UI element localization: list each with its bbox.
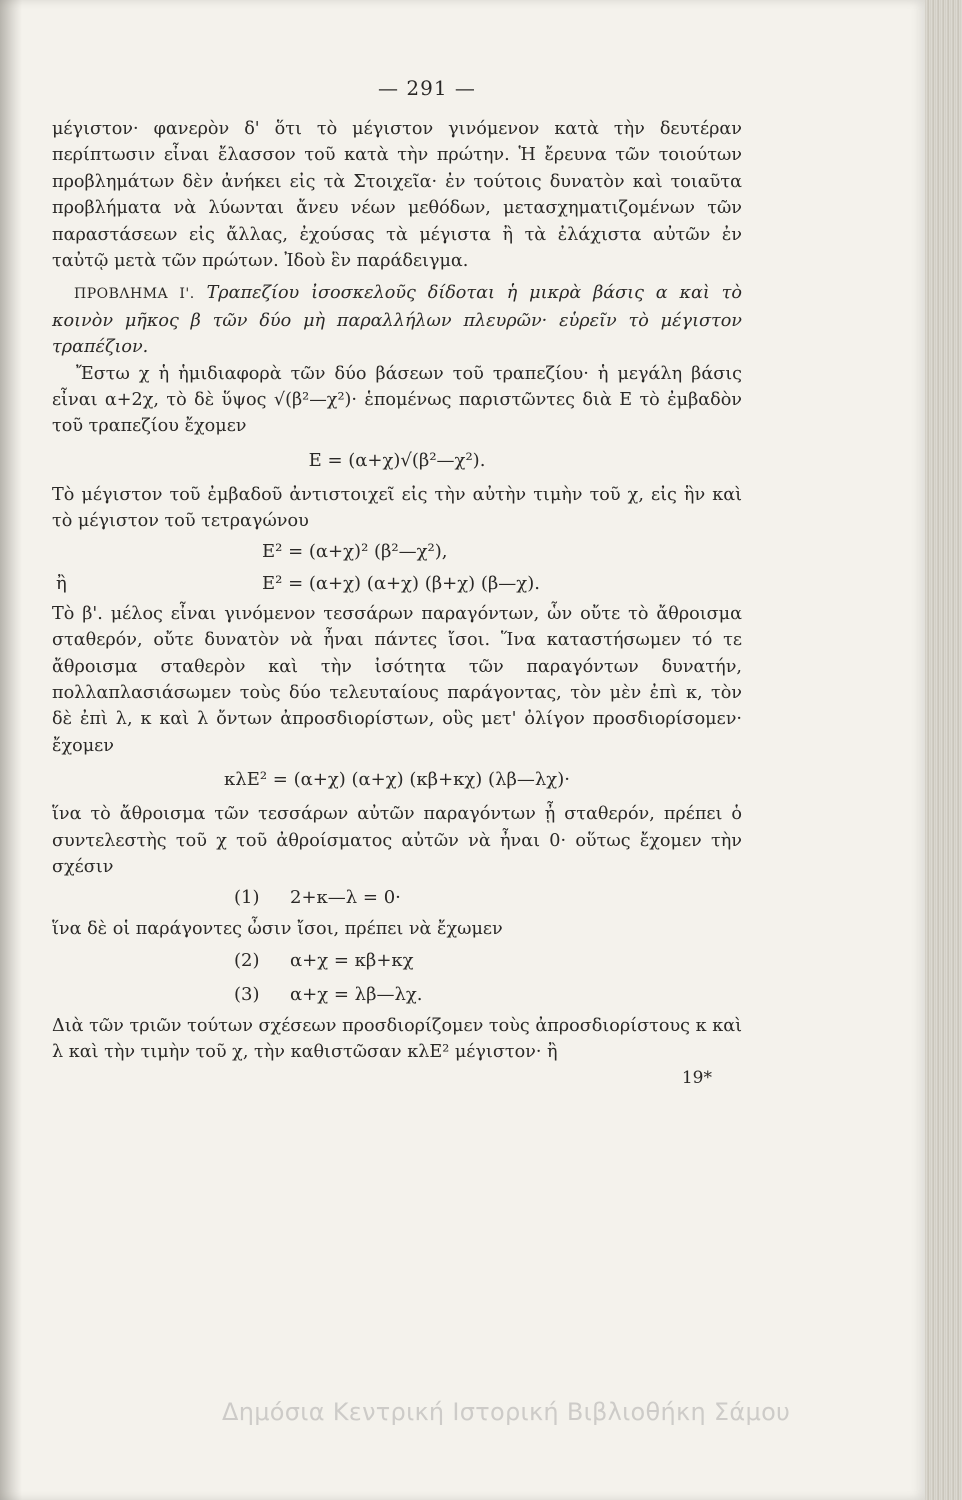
binding-shadow — [0, 0, 22, 1500]
paragraph-sum-condition: ἵνα τὸ ἄθροισμα τῶν τεσσάρων αὐτῶν παραγόντων ᾖ σταθερόν, πρέπει ὁ συντελεστὴς τοῦ χ τοῦ ἀθροίσματος αὐτῶν νὰ ἦναι 0· οὕτως ἔχομεν τὴν σχέσιν — [52, 804, 742, 877]
paragraph-equal-factors: ἵνα δὲ οἱ παράγοντες ὦσιν ἴσοι, πρέπει νὰ ἔχωμεν — [52, 919, 503, 940]
paragraph-conclusion: Διὰ τῶν τριῶν τούτων σχέσεων προσδιορίζομεν τοὺς ἀπροσδιορίστους κ καὶ λ καὶ τὴν τιμὴν τοῦ χ, τὴν καθιστῶσαν κλΕ² μέγιστον· ἢ — [52, 1015, 742, 1063]
page-text-area — [52, 76, 742, 1088]
equation-2-number: (2) — [234, 949, 260, 971]
equation-factored — [52, 569, 742, 599]
equation-3-body: α+χ = λβ—λχ. — [290, 983, 423, 1005]
equation-1 — [234, 882, 742, 914]
problem-label: ΠΡΟΒΛΗΜΑ Ι'. — [74, 286, 195, 303]
equation-square — [52, 537, 742, 567]
paragraph-setup: Ἔστω χ ἡ ἡμιδιαφορὰ τῶν δύο βάσεων τοῦ τραπεζίου· ἡ μεγάλη βάσις εἶναι α+2χ, τὸ δὲ ὕψος √(β²—χ²)· ἑπομένως παριστῶντες διὰ Ε τὸ ἐμβαδὸν τοῦ τραπεζίου ἔχομεν — [52, 363, 742, 437]
page-stack-edge — [925, 0, 962, 1500]
library-watermark: Δημόσια Κεντρική Ιστορική Βιβλιοθήκη Σάμου — [222, 1398, 791, 1426]
equation-1-number: (1) — [234, 887, 260, 909]
paragraph-factors: Τὸ β'. μέλος εἶναι γινόμενον τεσσάρων παραγόντων, ὧν οὔτε τὸ ἄθροισμα σταθερόν, οὔτε δυνατὸν νὰ ἦναι πάντες ἴσοι. Ἵνα καταστήσωμεν τό τε ἄθροισμα σταθερὸν καὶ τὴν ἰσότητα τῶν παραγόντων δυνατήν, πολλαπλασιάσωμεν τοὺς δύο τελευταίους παράγοντας, τὸν μὲν ἐπὶ κ, τὸν δὲ ἐπὶ λ, κ καὶ λ ὄντων ἀπροσδιορίστων, οὓς μετ' ὀλίγον προσδιορίσομεν· ἔχομεν — [52, 603, 742, 756]
equation-2-body: α+χ = κβ+κχ — [290, 949, 414, 971]
equation-factored-lead: ἢ — [56, 572, 67, 594]
equation-multiplied: κλΕ² = (α+χ) (α+χ) (κβ+κχ) (λβ—λχ)· — [224, 769, 570, 791]
equation-2 — [234, 945, 742, 977]
equation-area: Ε = (α+χ)√(β²—χ²). — [308, 449, 486, 471]
equation-3-number: (3) — [234, 983, 260, 1005]
problem-statement — [52, 280, 742, 360]
equation-factored-body: Ε² = (α+χ) (α+χ) (β+χ) (β—χ). — [262, 572, 540, 594]
equation-3 — [234, 979, 742, 1011]
paragraph-intro: μέγιστον· φανερὸν δ' ὅτι τὸ μέγιστον γινόμενον κατὰ τὴν δευτέραν περίπτωσιν εἶναι ἔλασσον τοῦ κατὰ τὴν πρώτην. Ἡ ἔρευνα τῶν τοιούτων προβλημάτων δὲν ἀνήκει εἰς τὰ Στοιχεῖα· ἐν τούτοις δυνατὸν καὶ τοιαῦτα προβλήματα νὰ λύωνται ἄνευ νέων μεθόδων, μετασχηματιζομένων τῶν παραστάσεων εἰς ἄλλας, ἐχούσας τὰ μέγιστα ἢ τὰ ἐλάχιστα αὐτῶν ἐν ταὐτῷ μετὰ τῶν πρώτων. Ἰδοὺ ἓν παράδειγμα. — [52, 119, 742, 272]
paragraph-maximum: Τὸ μέγιστον τοῦ ἐμβαδοῦ ἀντιστοιχεῖ εἰς τὴν αὐτὴν τιμὴν τοῦ χ, εἰς ἣν καὶ τὸ μέγιστον τοῦ τετραγώνου — [52, 484, 742, 532]
page-header: — 291 — — [378, 76, 476, 100]
equation-1-body: 2+κ—λ = 0· — [290, 887, 401, 909]
equation-square-body: Ε² = (α+χ)² (β²—χ²), — [262, 540, 448, 562]
signature-folio: 19* — [681, 1067, 712, 1088]
problem-text: Τραπεζίου ἰσοσκελοῦς δίδοται ἡ μικρὰ βάσις α καὶ τὸ κοινὸν μῆκος β τῶν δύο μὴ παραλλήλων πλευρῶν· εὑρεῖν τὸ μέγιστον τραπέζιον. — [52, 283, 742, 358]
